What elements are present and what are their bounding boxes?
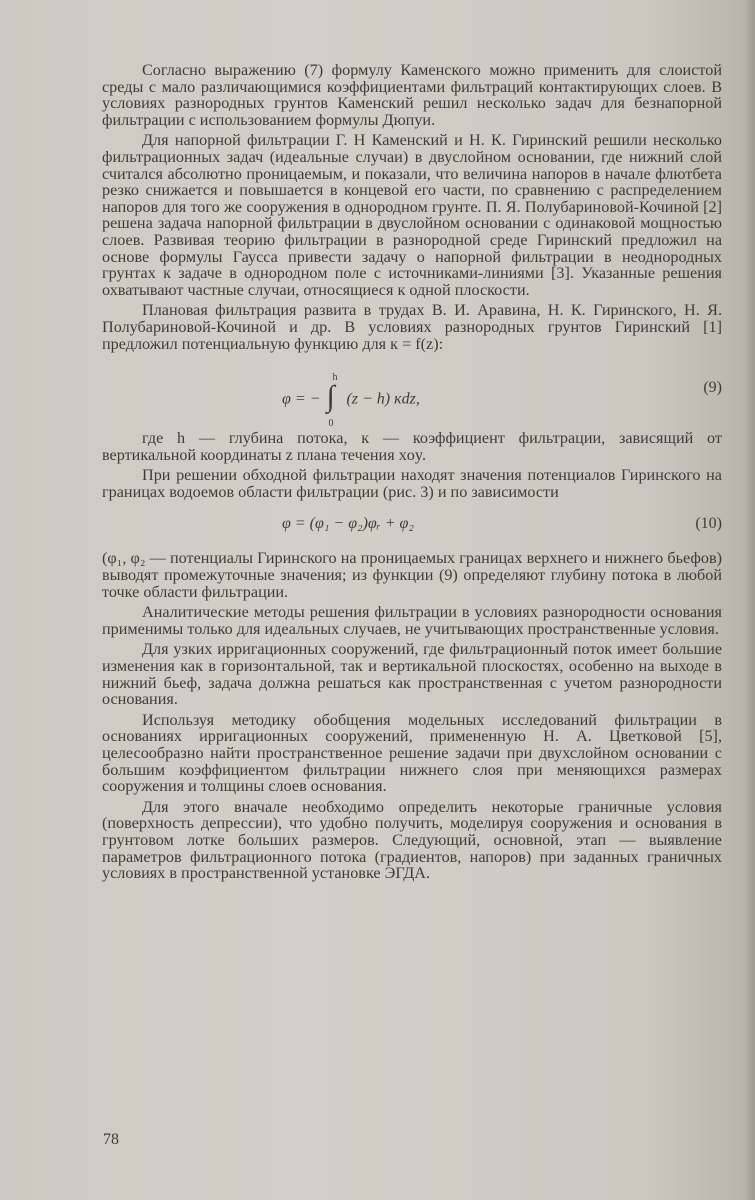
formula-10-number: (10) [695,515,722,533]
formula-9-expression [282,372,420,430]
page-number: 78 [103,1131,119,1148]
paragraph: Для напорной фильтрации Г. Н Каменский и Н. К. Гиринский решили несколько фильтрационных задач (идеальные случаи) в двуслойном основании, где нижний слой считался абсолютно проницаемым, и показали, что величина напоров в начале флютбета резко снижается и повышается в концевой его части, по сравнению с распределением напоров для того же сооружения в однородном грунте. П. Я. Полубариновой-Кочиной [2] решена задача напорной фильтрации в двуслойном основании с одинаковой мощностью слоев. Развивая теорию фильтрации в разнородной среде Гиринский предложил на основе формулы Гаусса привести задачу о напорной фильтрации в неоднородных грунтах к задаче в однородном поле с источниками-линиями [3]. Указанные решения охватывают частные случаи, относящиеся к одной плоскости. [102,131,722,299]
integral-sign: h ∫ 0 [324,380,342,420]
integral-lower-limit: 0 [328,418,334,430]
formula-9 [102,360,722,430]
body-text [102,62,722,882]
paragraph: Аналитические методы решения фильтрации в условиях разнородности основания применимы только для идеальных случаев, не учитывающих пространственные условия. [102,603,722,638]
formula-10 [102,504,722,548]
paragraph: (φ₁, φ₂ — потенциалы Гиринского на проницаемых границах верхнего и нижнего бьефов) выводят промежуточные значения; из функции (9) определяют глубину потока в любой точке области фильтрации. [102,549,722,601]
paragraph: Используя методику обобщения модельных исследований фильтрации в основаниях ирригационных сооружений, примененную Н. А. Цветковой [5], целесообразно найти пространственное решение задачи при двухслойном основании с большим коэффициентом фильтрации нижнего слоя при меняющихся размерах сооружения и толщины слоев основания. [102,710,722,796]
formula-9-number: (9) [703,379,722,397]
paragraph: Плановая фильтрация развита в трудах В. И. Аравина, Н. К. Гиринского, Н. Я. Полубариновой-Кочиной и др. В условиях разнородных грунтов Гиринский [1] предложил потенциальную функцию для к = f(z): [102,301,722,353]
paragraph: При решении обходной фильтрации находят значения потенциалов Гиринского на границах водоемов области фильтрации (рис. 3) и по зависимости [102,466,722,501]
paragraph: Для этого вначале необходимо определить некоторые граничные условия (поверхность депрессии), что удобно получить, моделируя сооружения и основания в грунтовом лотке больших размеров. Следующий, основной, этап — выявление параметров фильтрационного потока (градиентов, напоров) при заданных граничных условиях в пространственной установке ЭГДА. [102,797,722,883]
page-edge-shadow [743,0,755,1200]
integral-upper-limit: h [332,372,338,384]
paragraph: Для узких ирригационных сооружений, где фильтрационный поток имеет большие изменения как в горизонтальной, так и вертикальной плоскостях, особенно на выходе в нижний бьеф, задача должна решаться как пространственная с учетом разнородности основания. [102,640,722,709]
formula-9-rhs: (z − h) кdz, [346,390,420,408]
formula-9-lhs: φ = − [282,390,321,408]
formula-10-expression: φ = (φ₁ − φ₂)φᵣ + φ₂ [282,515,414,533]
paragraph: Согласно выражению (7) формулу Каменского можно применить для слоистой среды с мало различающимися коэффициентами фильтраций контактирующих слоев. В условиях разнородных грунтов Каменский решил несколько задач для безнапорной фильтрации с использованием формулы Дюпуи. [102,61,722,129]
paragraph: где h — глубина потока, к — коэффициент фильтрации, зависящий от вертикальной координаты z плана течения xoy. [102,429,722,464]
